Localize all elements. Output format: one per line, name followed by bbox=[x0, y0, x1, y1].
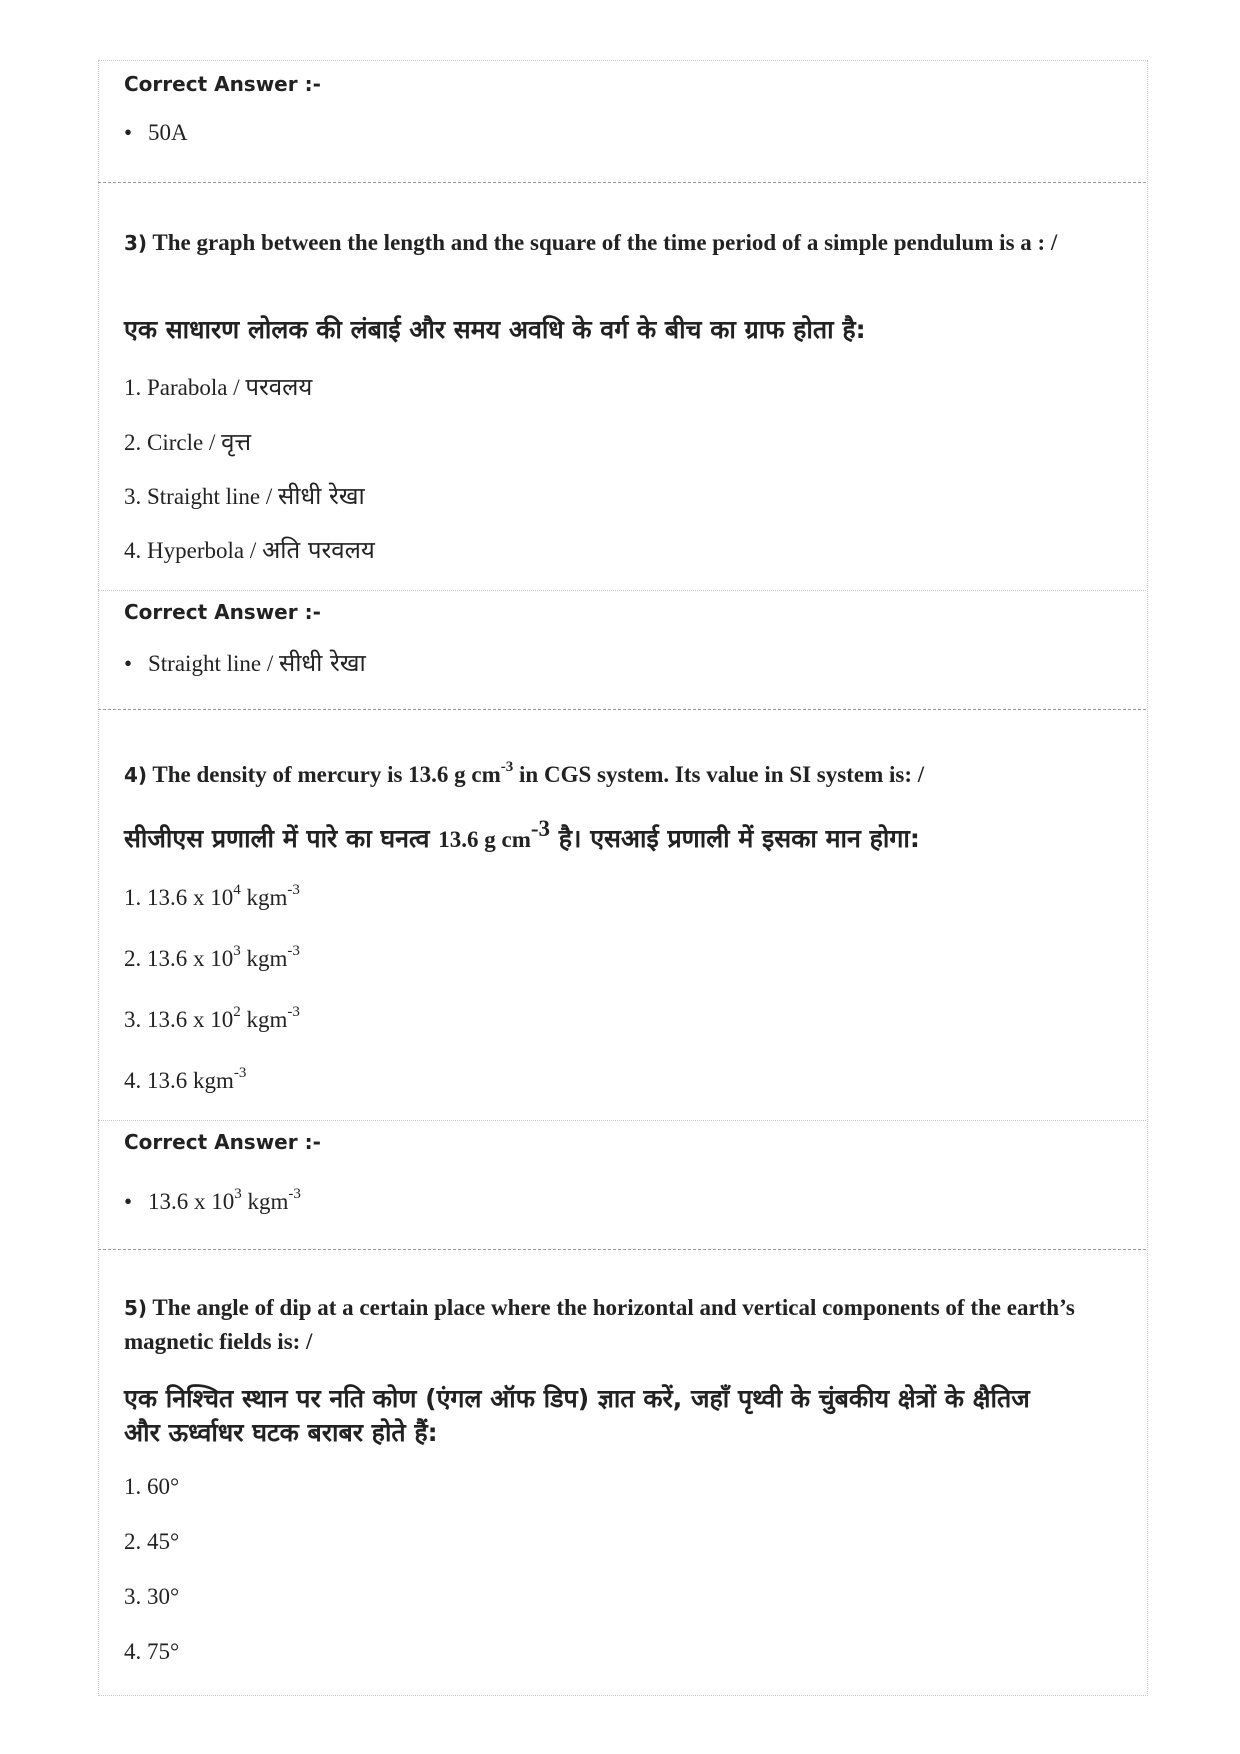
answer-divider bbox=[98, 1120, 1146, 1121]
option-number: 2. bbox=[124, 946, 142, 971]
correct-answer-value: • Straight line / सीधी रेखा bbox=[124, 649, 366, 677]
option-hindi: सीधी रेखा bbox=[277, 482, 365, 510]
option-value: 60° bbox=[147, 1474, 180, 1499]
answer-divider bbox=[98, 590, 1146, 591]
superscript: -3 bbox=[500, 759, 514, 776]
option-1[interactable] bbox=[124, 1474, 179, 1500]
option-value: 75° bbox=[147, 1639, 180, 1664]
option-number: 2. bbox=[124, 430, 142, 455]
option-3[interactable] bbox=[124, 479, 365, 512]
answer-hindi: सीधी रेखा bbox=[278, 649, 366, 677]
question-separator bbox=[98, 1249, 1146, 1250]
option-number: 3. bbox=[124, 1007, 142, 1032]
exponent: 4 bbox=[233, 882, 241, 899]
option-number: 4. bbox=[124, 1639, 142, 1664]
option-base: 13.6 kgm bbox=[147, 1068, 234, 1093]
page-frame bbox=[98, 60, 1148, 1696]
option-base: 13.6 x 10 bbox=[147, 946, 234, 971]
option-number: 4. bbox=[124, 1068, 142, 1093]
question-separator bbox=[98, 709, 1146, 710]
option-1[interactable] bbox=[124, 370, 312, 403]
option-number: 1. bbox=[124, 375, 142, 400]
option-2[interactable] bbox=[124, 1529, 179, 1555]
option-number: 2. bbox=[124, 1529, 142, 1554]
question-text: The angle of dip at a certain place where the horizontal and vertical components of the earth’s magnetic fields is: / bbox=[124, 1295, 1075, 1354]
question-4-hindi bbox=[124, 815, 1124, 857]
option-2[interactable] bbox=[124, 943, 300, 972]
exponent: 2 bbox=[233, 1004, 241, 1021]
question-3-hindi: एक साधारण लोलक की लंबाई और समय अवधि के वर्ग के बीच का ग्राफ होता है: bbox=[124, 315, 866, 344]
inline-english: 13.6 g cm bbox=[438, 827, 531, 852]
option-1[interactable] bbox=[124, 882, 300, 911]
question-text: The graph between the length and the square of the time period of a simple pendulum is a : / bbox=[152, 230, 1058, 255]
question-separator bbox=[98, 182, 1146, 183]
correct-answer-label: Correct Answer :- bbox=[124, 600, 321, 624]
correct-answer-label: Correct Answer :- bbox=[124, 72, 321, 96]
option-english: Circle / bbox=[147, 430, 222, 455]
hindi-line-1: एक निश्चित स्थान पर नति कोण (एंगल ऑफ डिप) ज्ञात करें, जहाँ पृथ्वी के चुंबकीय क्षेत्रों के क्षैतिज bbox=[124, 1384, 1030, 1413]
option-number: 3. bbox=[124, 1584, 142, 1609]
question-5-hindi bbox=[124, 1382, 1124, 1450]
question-text-cont: in CGS system. Its value in SI system is: / bbox=[513, 762, 925, 787]
option-number: 3. bbox=[124, 484, 142, 509]
unit: kgm bbox=[240, 946, 288, 971]
correct-answer-label: Correct Answer :- bbox=[124, 1130, 321, 1154]
question-3-english bbox=[124, 226, 1124, 260]
option-english: Straight line / bbox=[147, 484, 278, 509]
option-4[interactable] bbox=[124, 1065, 247, 1094]
option-english: Parabola / bbox=[147, 375, 246, 400]
option-number: 4. bbox=[124, 538, 142, 563]
correct-answer-value: • 50A bbox=[124, 120, 188, 145]
option-value: 30° bbox=[147, 1584, 180, 1609]
option-2[interactable] bbox=[124, 425, 251, 458]
unit-exponent: -3 bbox=[288, 1186, 301, 1203]
hindi-line-2: और ऊर्ध्वाधर घटक बराबर होते हैं: bbox=[124, 1418, 438, 1447]
answer-english: Straight line / bbox=[148, 651, 279, 676]
unit-exponent: -3 bbox=[287, 1004, 300, 1021]
question-5-english bbox=[124, 1291, 1124, 1359]
answer-text: 50A bbox=[148, 120, 188, 145]
question-text: The density of mercury is 13.6 g cm bbox=[152, 762, 501, 787]
superscript: -3 bbox=[530, 815, 551, 841]
question-4-english bbox=[124, 758, 1124, 792]
question-number: 3) bbox=[124, 231, 148, 255]
exponent: -3 bbox=[233, 1065, 247, 1082]
option-base: 13.6 x 10 bbox=[147, 885, 234, 910]
option-english: Hyperbola / bbox=[147, 538, 262, 563]
option-number: 1. bbox=[124, 1474, 142, 1499]
unit: kgm bbox=[241, 1189, 289, 1214]
question-number: 4) bbox=[124, 763, 148, 787]
option-3[interactable] bbox=[124, 1584, 179, 1610]
answer-base: 13.6 x 10 bbox=[148, 1189, 235, 1214]
option-3[interactable] bbox=[124, 1004, 300, 1033]
hindi-text-cont: है। एसआई प्रणाली में इसका मान होगा: bbox=[550, 824, 920, 853]
option-number: 1. bbox=[124, 885, 142, 910]
exponent: 3 bbox=[234, 1186, 242, 1203]
correct-answer-value: • 13.6 x $10^3$ kgm$^{-3}$ bbox=[124, 1186, 301, 1214]
question-number: 5) bbox=[124, 1296, 148, 1320]
option-base: 13.6 x 10 bbox=[147, 1007, 234, 1032]
unit: kgm bbox=[240, 1007, 288, 1032]
option-hindi: अति परवलय bbox=[261, 536, 375, 564]
hindi-text: सीजीएस प्रणाली में पारे का घनत्व bbox=[124, 824, 439, 853]
option-4[interactable] bbox=[124, 1639, 179, 1665]
option-hindi: वृत्त bbox=[221, 428, 252, 456]
unit-exponent: -3 bbox=[287, 943, 300, 960]
option-4[interactable] bbox=[124, 533, 375, 566]
unit-exponent: -3 bbox=[287, 882, 300, 899]
exponent: 3 bbox=[233, 943, 241, 960]
option-hindi: परवलय bbox=[245, 373, 313, 401]
option-value: 45° bbox=[147, 1529, 180, 1554]
unit: kgm bbox=[240, 885, 288, 910]
